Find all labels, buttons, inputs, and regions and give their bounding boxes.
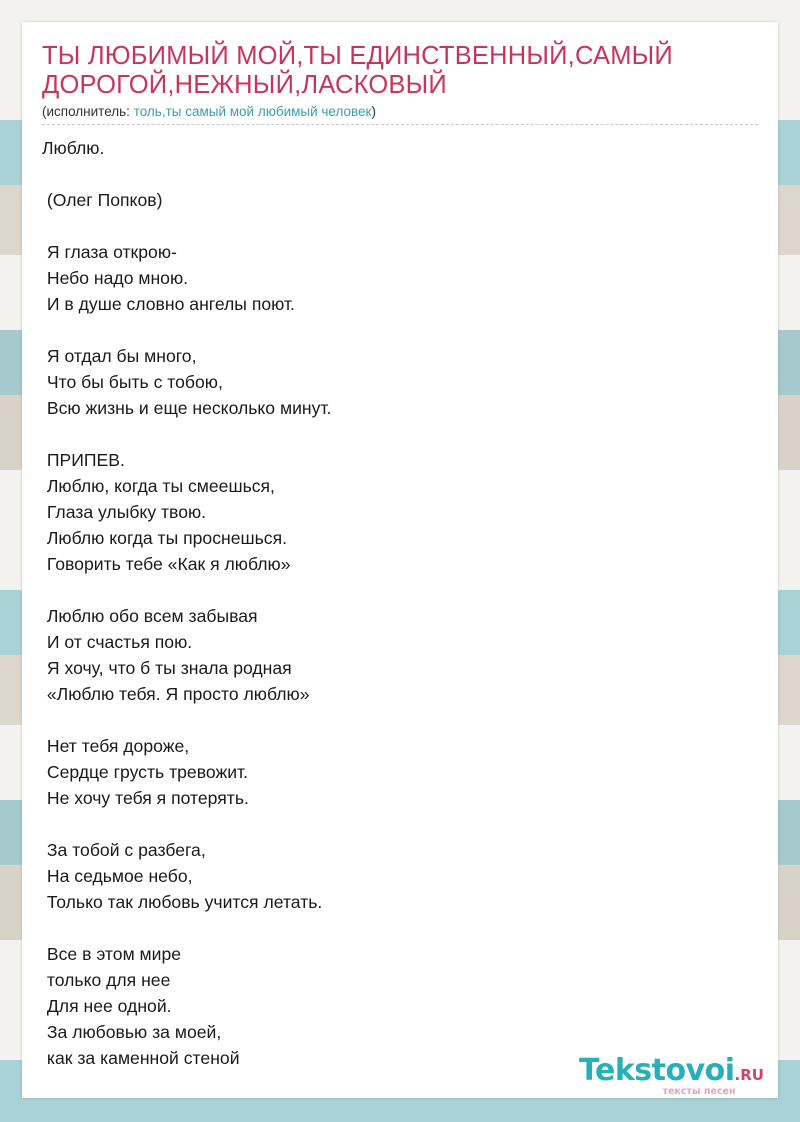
lyric-line: И в душе словно ангелы поют. bbox=[42, 294, 295, 314]
lyric-line: Люблю, когда ты смеешься, bbox=[42, 476, 275, 496]
artist-prefix: (исполнитель: bbox=[42, 104, 134, 119]
lyric-line: как за каменной стеной bbox=[42, 1048, 240, 1068]
lyric-line: Все в этом мире bbox=[42, 944, 182, 964]
lyric-line: За тобой с разбега, bbox=[42, 840, 206, 860]
lyric-line: ПРИПЕВ. bbox=[42, 450, 125, 470]
lyric-line: Сердце грусть тревожит. bbox=[42, 762, 249, 782]
logo-tagline: тексты песен bbox=[662, 1086, 736, 1097]
lyrics-body bbox=[42, 135, 742, 1071]
lyrics-sheet bbox=[22, 22, 778, 1098]
lyric-line: «Люблю тебя. Я просто люблю» bbox=[42, 684, 310, 704]
lyric-line: Для нее одной. bbox=[42, 996, 172, 1016]
lyric-line: Я отдал бы много, bbox=[42, 346, 197, 366]
lyric-blank-line bbox=[42, 707, 742, 733]
lyric-blank-line bbox=[42, 915, 742, 941]
song-title-line-1: ТЫ ЛЮБИМЫЙ МОЙ,ТЫ ЕДИНСТВЕННЫЙ,САМЫЙ bbox=[42, 42, 673, 70]
lyric-line: Всю жизнь и еще несколько минут. bbox=[42, 398, 332, 418]
lyric-line: И от счастья пою. bbox=[42, 632, 193, 652]
lyric-blank-line bbox=[42, 811, 742, 837]
song-title-line-2: ДОРОГОЙ,НЕЖНЫЙ,ЛАСКОВЫЙ bbox=[42, 71, 447, 99]
lyric-line: только для нее bbox=[42, 970, 171, 990]
song-title bbox=[42, 42, 762, 100]
lyric-line: Люблю обо всем забывая bbox=[42, 606, 258, 626]
lyric-blank-line bbox=[42, 213, 742, 239]
logo-domain-suffix: .RU bbox=[734, 1066, 764, 1084]
lyric-line: За любовью за моей, bbox=[42, 1022, 222, 1042]
lyric-blank-line bbox=[42, 161, 742, 187]
lyric-line: Нет тебя дороже, bbox=[42, 736, 190, 756]
lyric-line: Я глаза открою- bbox=[42, 242, 177, 262]
lyric-line: (Олег Попков) bbox=[42, 190, 163, 210]
artist-link[interactable]: толь,ты самый мой любимый человек bbox=[133, 104, 372, 119]
logo-wordmark: Tekstovoi bbox=[579, 1053, 735, 1088]
site-logo[interactable] bbox=[569, 1053, 774, 1097]
lyric-line: Я хочу, что б ты знала родная bbox=[42, 658, 292, 678]
artist-line bbox=[42, 103, 758, 125]
lyric-blank-line bbox=[42, 421, 742, 447]
lyric-line: Что бы быть с тобою, bbox=[42, 372, 223, 392]
lyric-line: Говорить тебе «Как я люблю» bbox=[42, 554, 291, 574]
lyric-blank-line bbox=[42, 317, 742, 343]
lyric-line: Только так любовь учится летать. bbox=[42, 892, 323, 912]
lyric-line: Глаза улыбку твою. bbox=[42, 502, 207, 522]
lyric-line: Люблю. bbox=[42, 138, 105, 158]
artist-suffix: ) bbox=[371, 104, 376, 119]
lyric-line: Небо надо мною. bbox=[42, 268, 189, 288]
lyric-line: Не хочу тебя я потерять. bbox=[42, 788, 249, 808]
lyric-line: На седьмое небо, bbox=[42, 866, 193, 886]
lyric-line: Люблю когда ты проснешься. bbox=[42, 528, 287, 548]
lyric-blank-line bbox=[42, 577, 742, 603]
